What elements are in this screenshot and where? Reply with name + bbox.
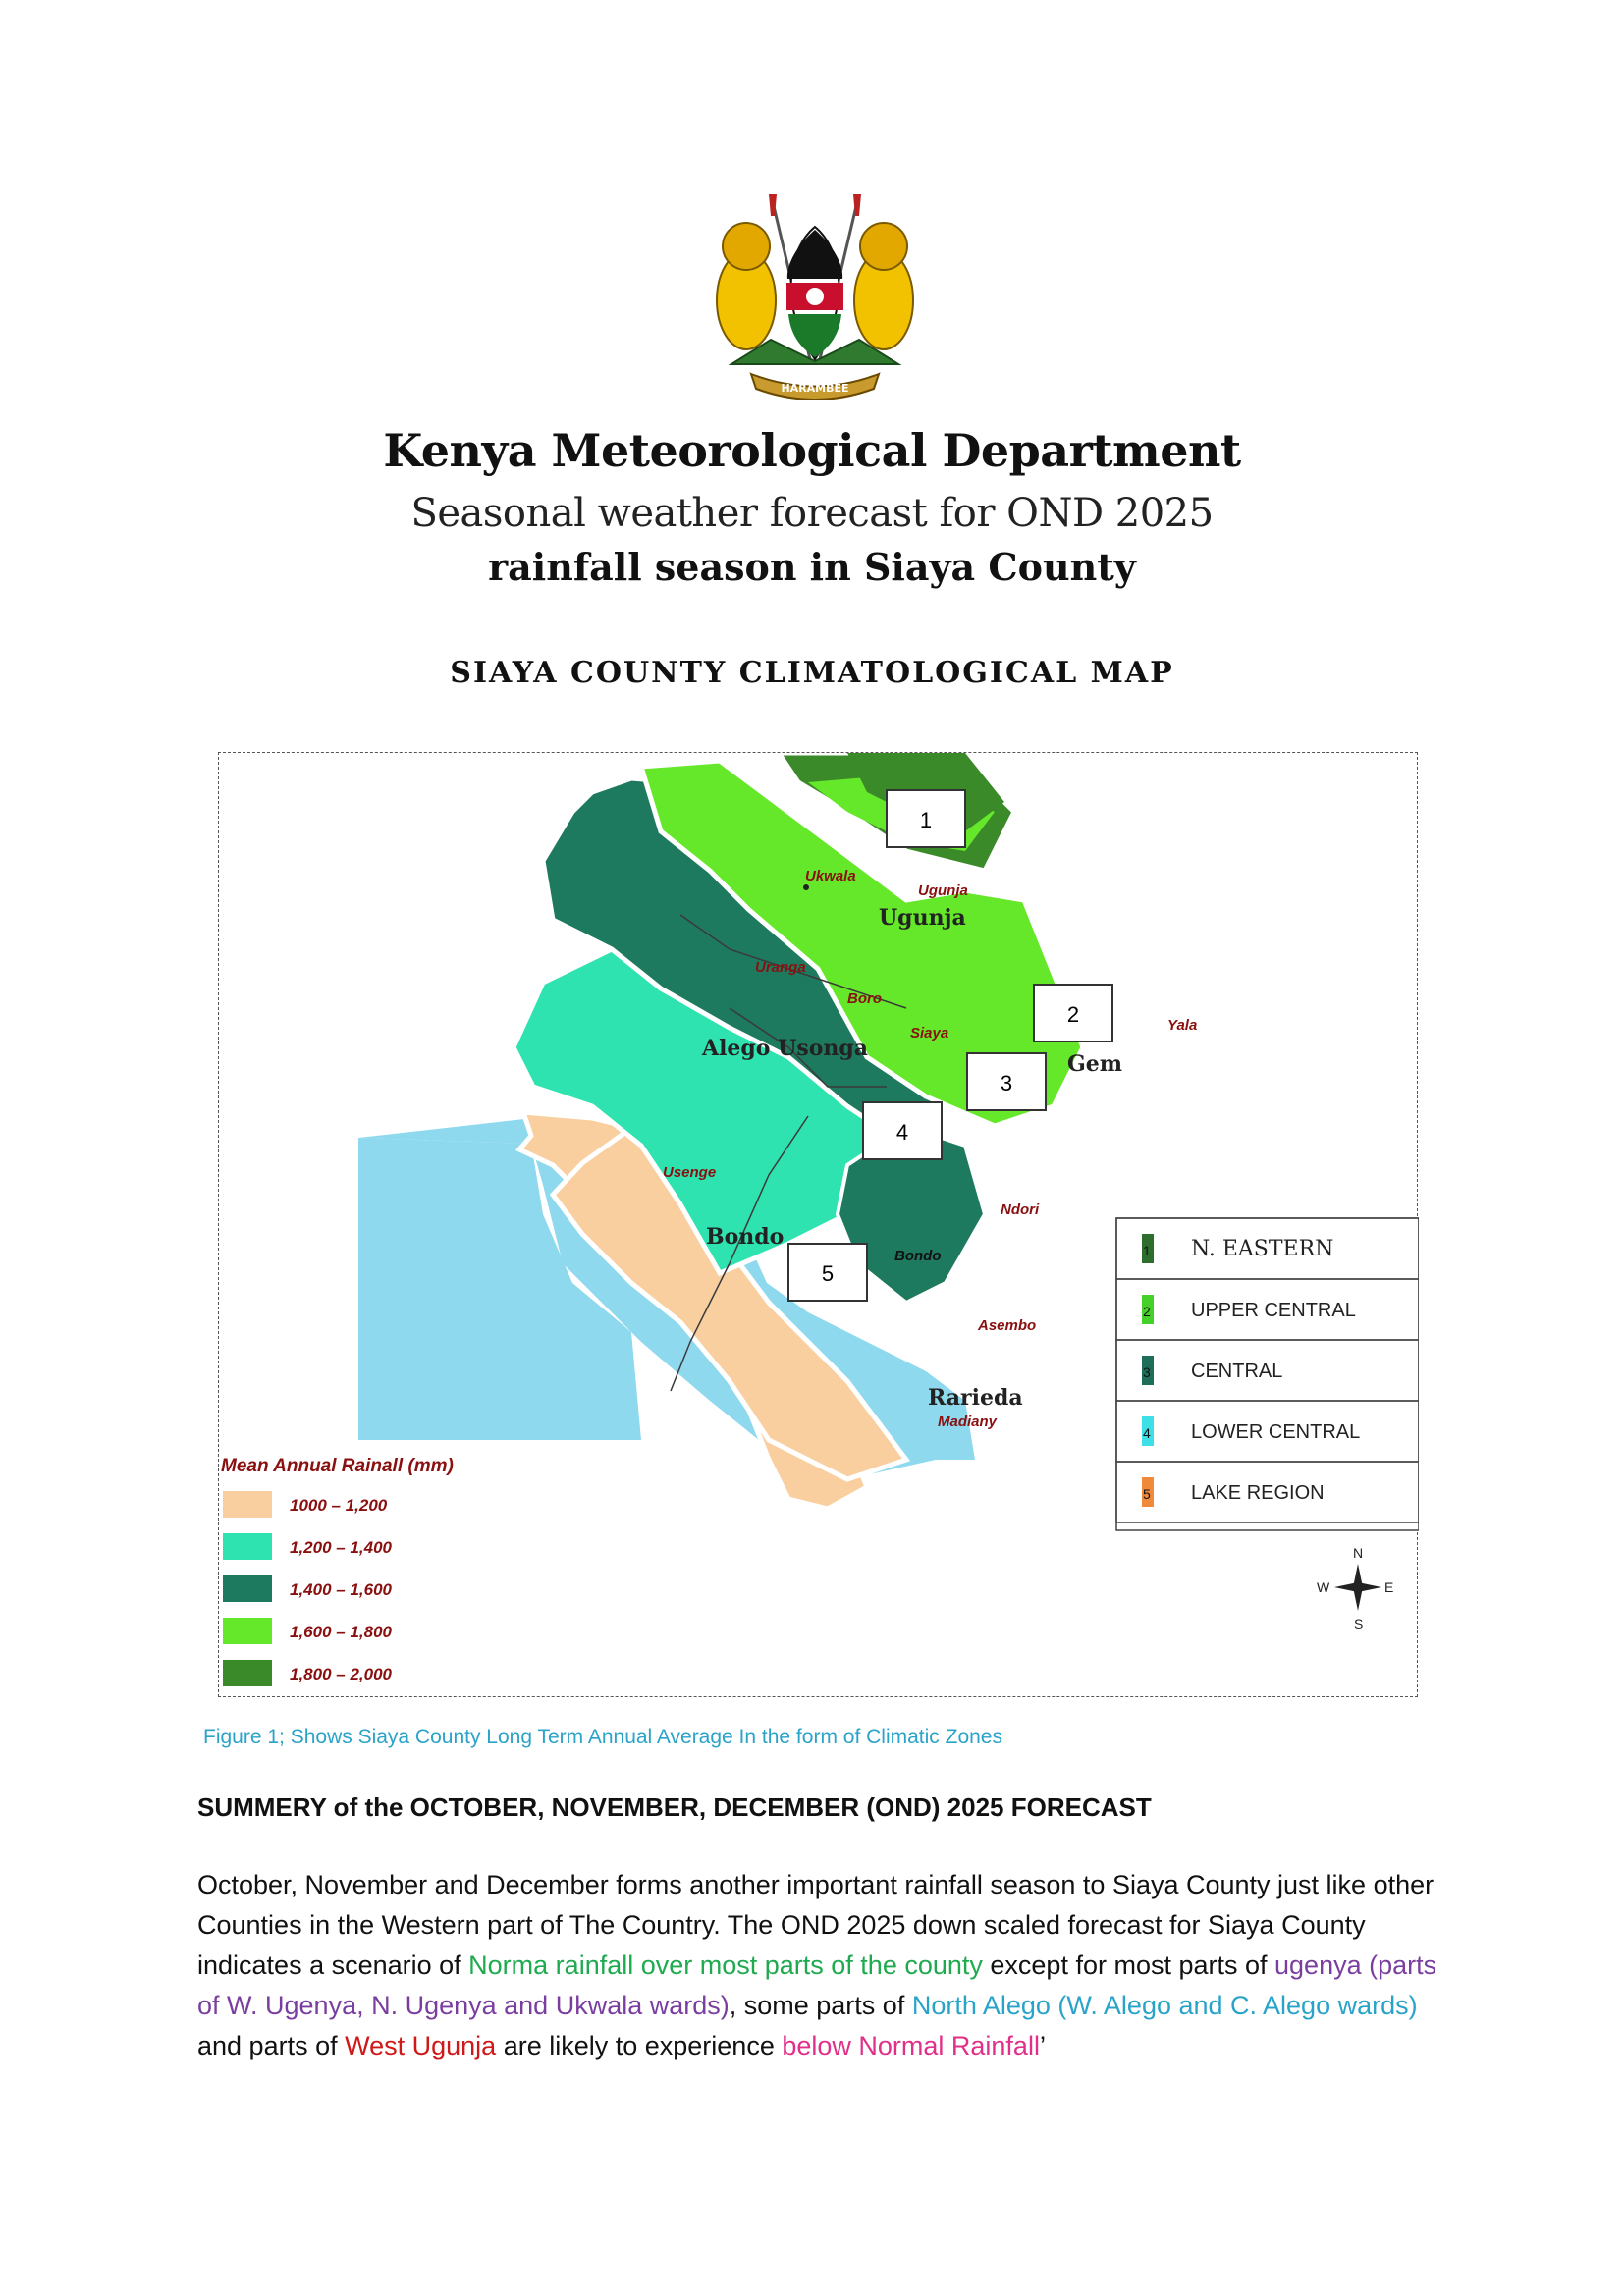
west-ugunja-text: West Ugunja — [345, 2031, 497, 2060]
zone-legend-number: 3 — [1143, 1364, 1151, 1380]
summary-heading: SUMMERY of the OCTOBER, NOVEMBER, DECEMBER (OND) 2025 FORECAST — [197, 1792, 1152, 1822]
place-uranga: Uranga — [755, 959, 806, 976]
zone-legend-label: N. EASTERN — [1191, 1237, 1334, 1261]
zone-legend-number: 5 — [1143, 1486, 1151, 1502]
rainfall-legend-title: Mean Annual Rainall (mm) — [221, 1456, 454, 1476]
crest-motto-text: HARAMBEE — [781, 382, 849, 395]
north-arrow-icon — [1317, 1545, 1393, 1631]
zone-box-4 — [863, 1102, 942, 1159]
rainfall-legend-swatch — [223, 1575, 272, 1602]
svg-text:E: E — [1384, 1579, 1394, 1595]
rainfall-legend — [221, 1456, 454, 1686]
svg-text:5: 5 — [821, 1261, 835, 1286]
kenya-coat-of-arms-logo — [712, 192, 918, 408]
rainfall-legend-swatch — [223, 1491, 272, 1518]
zone-legend-number: 1 — [1143, 1243, 1151, 1258]
svg-text:4: 4 — [895, 1120, 909, 1145]
zone-box-5 — [788, 1244, 867, 1301]
summary-paragraph: October, November and December forms another important rainfall season to Siaya County just like other Counties in the Western part of The Country. The OND 2025 down scaled forecast for Siaya County indicates a scenario of Norma rainfall over most parts of the county except for most parts of ugenya (parts of W. Ugenya, N. Ugenya and Ukwala wards), some parts of North Alego (W. Alego and C. Alego wards) and parts of West Ugunja are likely to experience below Normal Rainfall’ — [197, 1870, 1437, 2060]
place-madiany: Madiany — [938, 1414, 998, 1430]
svg-text:3: 3 — [1000, 1071, 1013, 1095]
zone-box-3 — [967, 1053, 1046, 1110]
place-alego-usonga: Alego Usonga — [702, 1036, 869, 1061]
page-title: Kenya Meteorological Department — [383, 424, 1241, 477]
svg-text:N: N — [1353, 1545, 1364, 1561]
place-usenge: Usenge — [663, 1164, 717, 1181]
page-subtitle-2: rainfall season in Siaya County — [488, 545, 1136, 589]
rainfall-legend-swatch — [223, 1618, 272, 1644]
place-yala: Yala — [1167, 1017, 1198, 1034]
svg-text:W: W — [1317, 1579, 1330, 1595]
rainfall-legend-label: 1000 – 1,200 — [290, 1496, 388, 1515]
zone-legend-label: LOWER CENTRAL — [1191, 1421, 1361, 1443]
svg-text:2: 2 — [1066, 1002, 1080, 1027]
place-ukwala: Ukwala — [805, 868, 856, 884]
rainfall-legend-swatch — [223, 1533, 272, 1560]
place-gem: Gem — [1067, 1051, 1123, 1077]
place-bondo: Bondo — [706, 1224, 785, 1250]
svg-text:S: S — [1354, 1616, 1364, 1631]
svg-text:1: 1 — [919, 808, 933, 832]
place-siaya: Siaya — [910, 1025, 949, 1041]
place-boro: Boro — [847, 990, 882, 1007]
place-ugunja: Ugunja — [879, 905, 966, 931]
below-normal-rainfall-text: below Normal Rainfall — [782, 2031, 1040, 2060]
place-ndori: Ndori — [1001, 1201, 1040, 1218]
zone-legend-label: UPPER CENTRAL — [1191, 1300, 1356, 1321]
rainfall-legend-label: 1,200 – 1,400 — [290, 1538, 392, 1557]
figure-caption: Figure 1; Shows Siaya County Long Term Annual Average In the form of Climatic Zones — [203, 1726, 1002, 1748]
climatological-map — [218, 752, 1418, 1697]
zone-legend-label: LAKE REGION — [1191, 1482, 1325, 1504]
normal-rainfall-text: Norma rainfall over most parts of the county — [468, 1950, 983, 1980]
place-ugunja-small: Ugunja — [918, 882, 968, 899]
rainfall-legend-label: 1,400 – 1,600 — [290, 1580, 392, 1599]
map-heading: SIAYA COUNTY CLIMATOLOGICAL MAP — [450, 656, 1174, 690]
zone-legend-number: 4 — [1143, 1425, 1151, 1441]
zone-box-2 — [1034, 985, 1112, 1041]
north-alego-wards-text: North Alego (W. Alego and C. Alego wards) — [911, 1991, 1418, 2020]
zone-box-1 — [887, 790, 965, 847]
rainfall-legend-label: 1,800 – 2,000 — [290, 1665, 392, 1683]
ugenya-wards-text: ugenya (parts of W. Ugenya, N. Ugenya and Ukwala wards) — [197, 1950, 1437, 2020]
zone-legend-label: CENTRAL — [1191, 1361, 1283, 1382]
place-rarieda: Rarieda — [928, 1385, 1023, 1411]
rainfall-legend-label: 1,600 – 1,800 — [290, 1623, 392, 1641]
rainfall-legend-swatch — [223, 1660, 272, 1686]
place-bondo-town: Bondo — [894, 1248, 942, 1264]
zone-legend-number: 2 — [1143, 1304, 1151, 1319]
place-asembo: Asembo — [978, 1317, 1037, 1334]
page-subtitle: Seasonal weather forecast for OND 2025 — [410, 491, 1214, 536]
zone-legend — [1116, 1218, 1419, 1530]
